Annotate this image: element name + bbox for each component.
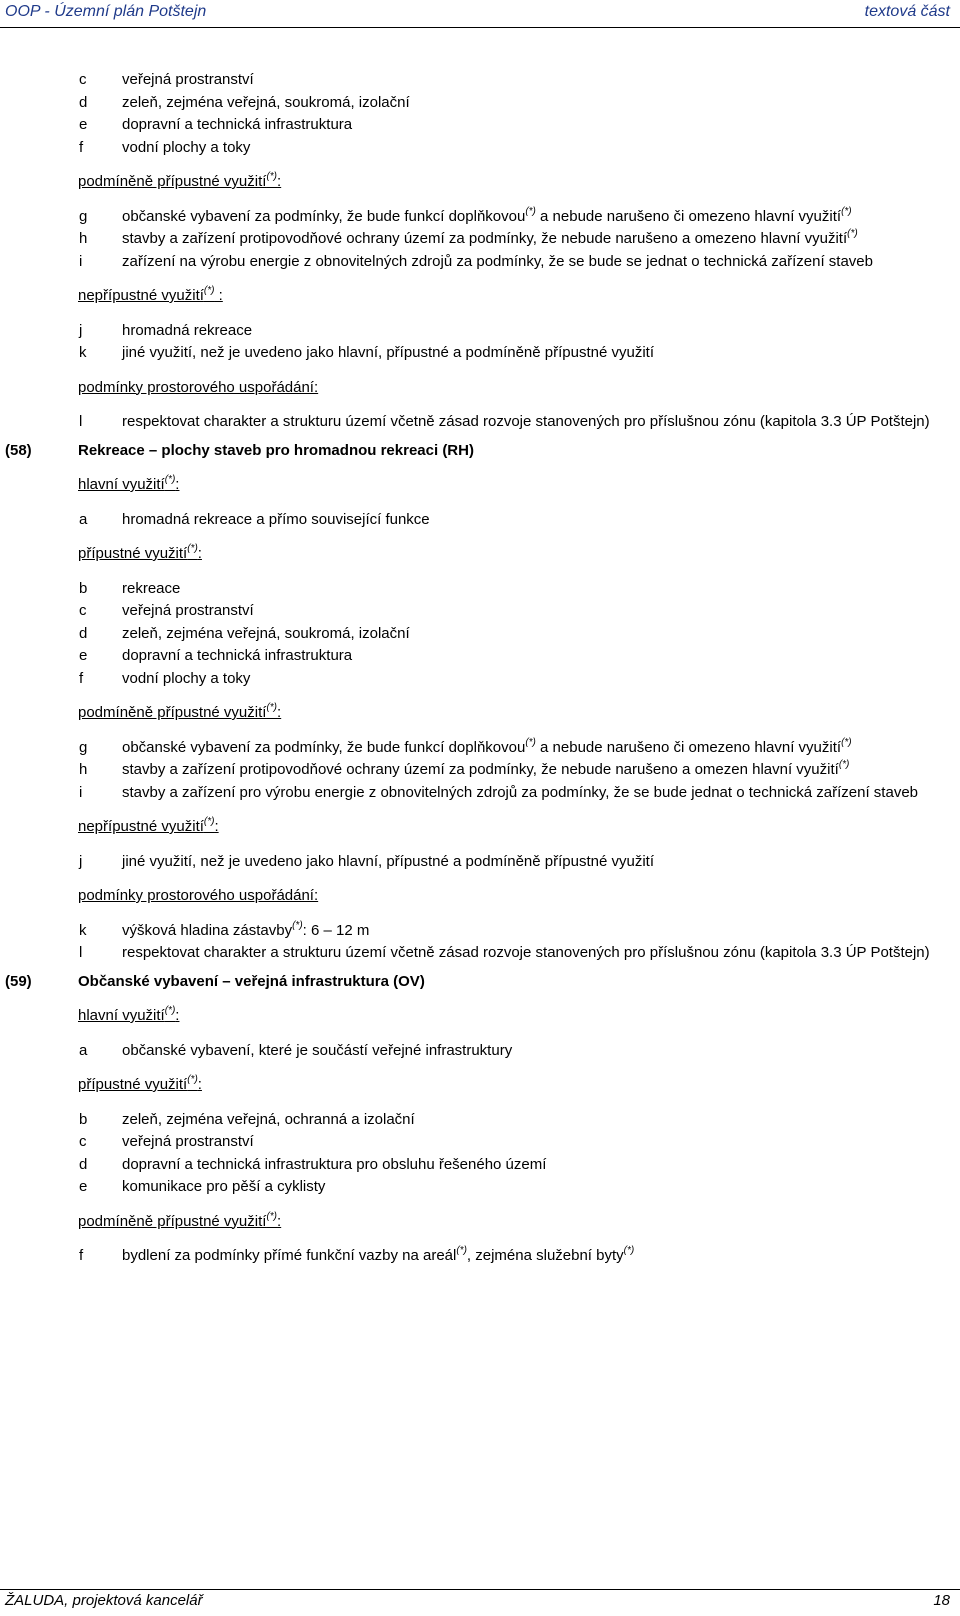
item-text: zeleň, zejména veřejná, soukromá, izolační [122,93,410,111]
subsection-heading [0,285,960,308]
item-letter: b [79,1110,88,1128]
document-body [0,69,960,1268]
list-item [0,114,960,137]
subsection-suffix: : [277,704,282,721]
subsection-suffix: : [277,1212,282,1230]
footnote-mark: (*) [525,205,536,217]
item-text: dopravní a technická infrastruktura pro obsluhu řešeného území [122,1155,547,1173]
list-item [0,759,960,782]
list-item [0,206,960,229]
list-item [0,228,960,251]
item-text-segment: : 6 – 12 m [302,921,370,939]
subsection-heading [0,171,960,194]
list-item [0,668,960,691]
footnote-mark: (*) [187,543,198,554]
item-letter: h [79,230,88,247]
item-text: rekreace [122,579,181,597]
list-item [0,1245,960,1268]
list-item [0,1040,960,1063]
list-item [0,411,960,434]
item-text [122,205,852,225]
footnote-mark: (*) [187,1074,198,1085]
list-item [0,320,960,343]
item-text: hromadná rekreace a přímo související funkce [122,510,430,528]
item-letter: b [79,579,88,597]
item-letter: k [79,921,87,939]
item-letter: j [79,852,83,870]
page-header [0,0,960,28]
item-text: občanské vybavení, které je součástí veřejné infrastruktury [122,1041,513,1059]
item-letter: c [79,1133,87,1150]
footnote-mark: (*) [266,1210,278,1222]
list-item [0,1109,960,1132]
item-letter: j [79,321,83,339]
item-letter: f [79,1247,84,1264]
footnote-mark: (*) [623,1245,635,1256]
subsection-heading [0,474,960,497]
subsection-label: podmínky prostorového uspořádání: [78,887,319,904]
footnote-mark: (*) [838,759,850,770]
item-text-segment: stavby a zařízení protipovodňové ochrany území za podmínky, že nebude narušeno a omezen hlavní využití [122,761,839,778]
subsection-label: podmínky prostorového uspořádání: [78,378,319,396]
list-item [0,1176,960,1199]
subsection-suffix: : [175,476,180,493]
author-name: ŽALUDA, projektová kancelář [5,1592,203,1609]
item-letter: k [79,344,87,361]
list-item [0,645,960,668]
item-letter: f [79,138,84,156]
item-text [122,230,858,247]
subsection-heading [0,702,960,725]
item-text: vodní plochy a toky [122,669,251,687]
section-number: (58) [5,441,32,459]
footnote-mark: (*) [841,205,852,217]
footnote-mark: (*) [266,702,278,713]
item-text-segment: bydlení za podmínky přímé funkční vazby na areál [122,1247,457,1264]
subsection-heading [0,377,960,400]
item-letter: c [79,602,87,619]
list-item [0,251,960,274]
item-text: veřejná prostranství [122,71,254,88]
item-letter: c [79,71,87,88]
document-part: textová část [864,3,950,20]
footnote-mark: (*) [164,1005,176,1016]
footnote-mark: (*) [525,736,536,748]
list-item [0,342,960,365]
footnote-mark: (*) [203,285,215,296]
subsection-label: nepřípustné využití [78,818,204,835]
section-number: (59) [5,972,32,990]
subsection-label: podmíněně přípustné využití [78,173,267,190]
section-heading [0,971,960,994]
item-text: stavby a zařízení pro výrobu energie z obnovitelných zdrojů za podmínky, že se bude jednat o technická zařízení staveb [122,783,919,801]
page-footer [0,1589,960,1616]
item-letter: h [79,761,88,778]
list-item [0,737,960,760]
list-item [0,623,960,646]
item-text: zařízení na výrobu energie z obnovitelných zdrojů za podmínky, že se bude se jednat o technická zařízení staveb [122,252,873,270]
item-letter: g [79,738,88,756]
item-letter: d [79,93,88,111]
item-letter: d [79,1155,88,1173]
item-text: veřejná prostranství [122,602,254,619]
subsection-label: přípustné využití [78,1076,188,1093]
subsection-suffix: : [175,1007,180,1024]
item-text-segment: a nebude narušeno či omezeno hlavní využití [535,207,842,225]
subsection-heading [0,885,960,908]
list-item [0,782,960,805]
item-text-segment: výšková hladina zástavby [122,921,293,939]
subsection-heading [0,1074,960,1097]
section-title: Občanské vybavení – veřejná infrastruktura (OV) [78,972,425,990]
item-text-segment: občanské vybavení za podmínky, že bude funkcí doplňkovou [122,738,526,756]
subsection-label: přípustné využití [78,545,188,562]
subsection-label: hlavní využití [78,1007,165,1024]
item-letter: l [79,413,83,430]
list-item [0,92,960,115]
footnote-mark: (*) [456,1245,467,1256]
subsection-suffix: : [214,287,223,304]
item-text [122,736,852,756]
item-letter: a [79,510,88,528]
list-item [0,600,960,623]
subsection-suffix: : [197,1076,202,1093]
item-text [122,919,370,939]
subsection-heading [0,1005,960,1028]
subsection-label: podmíněně přípustné využití [78,704,267,721]
list-item [0,851,960,874]
item-letter: e [79,1178,88,1195]
item-text: zeleň, zejména veřejná, soukromá, izolační [122,624,410,642]
item-text: respektovat charakter a strukturu území včetně zásad rozvoje stanovených pro příslušnou zónu (kapitola 3.3 ÚP Potštejn) [122,413,930,430]
item-text: dopravní a technická infrastruktura [122,116,353,133]
item-text: jiné využití, než je uvedeno jako hlavní, přípustné a podmíněně přípustné využití [122,852,654,870]
list-item [0,578,960,601]
list-item [0,942,960,965]
item-letter: g [79,207,88,225]
item-text: zeleň, zejména veřejná, ochranná a izolační [122,1110,415,1128]
item-letter: a [79,1041,88,1059]
page-number: 18 [933,1592,950,1609]
list-item [0,69,960,92]
footnote-mark: (*) [292,919,303,931]
item-text: respektovat charakter a strukturu území včetně zásad rozvoje stanovených pro příslušnou zónu (kapitola 3.3 ÚP Potštejn) [122,944,930,961]
list-item [0,920,960,943]
list-item [0,1131,960,1154]
subsection-label: nepřípustné využití [78,287,204,304]
item-text-segment: občanské vybavení za podmínky, že bude funkcí doplňkovou [122,207,526,225]
footnote-mark: (*) [203,816,215,827]
list-item [0,1154,960,1177]
item-text [122,1247,634,1264]
footnote-mark: (*) [164,474,176,485]
item-text: vodní plochy a toky [122,138,251,156]
subsection-suffix: : [277,173,282,190]
list-item [0,509,960,532]
item-text-segment: , zejména služební byty [466,1247,624,1264]
footnote-mark: (*) [266,171,278,182]
item-letter: l [79,944,83,961]
subsection-suffix: : [197,545,202,562]
subsection-label: podmíněně přípustné využití [78,1212,267,1230]
item-text: jiné využití, než je uvedeno jako hlavní, přípustné a podmíněně přípustné využití [122,344,654,361]
section-title: Rekreace – plochy staveb pro hromadnou rekreaci (RH) [78,441,474,459]
item-text-segment: a nebude narušeno či omezeno hlavní využití [535,738,842,756]
item-letter: i [79,252,83,270]
item-text: dopravní a technická infrastruktura [122,647,353,664]
item-text [122,761,849,778]
subsection-heading [0,1211,960,1234]
item-letter: d [79,624,88,642]
item-letter: e [79,647,88,664]
item-letter: e [79,116,88,133]
subsection-suffix: : [214,818,219,835]
list-item [0,137,960,160]
subsection-heading [0,543,960,566]
subsection-heading [0,816,960,839]
item-text-segment: stavby a zařízení protipovodňové ochrany území za podmínky, že nebude narušeno a omezeno hlavní využití [122,230,848,247]
item-letter: i [79,783,83,801]
subsection-label: hlavní využití [78,476,165,493]
item-letter: f [79,669,84,687]
item-text: komunikace pro pěší a cyklisty [122,1178,326,1195]
section-heading [0,440,960,463]
footnote-mark: (*) [847,228,858,239]
footnote-mark: (*) [841,736,852,748]
item-text: veřejná prostranství [122,1133,254,1150]
document-title: OOP - Územní plán Potštejn [5,3,207,20]
item-text: hromadná rekreace [122,321,253,339]
